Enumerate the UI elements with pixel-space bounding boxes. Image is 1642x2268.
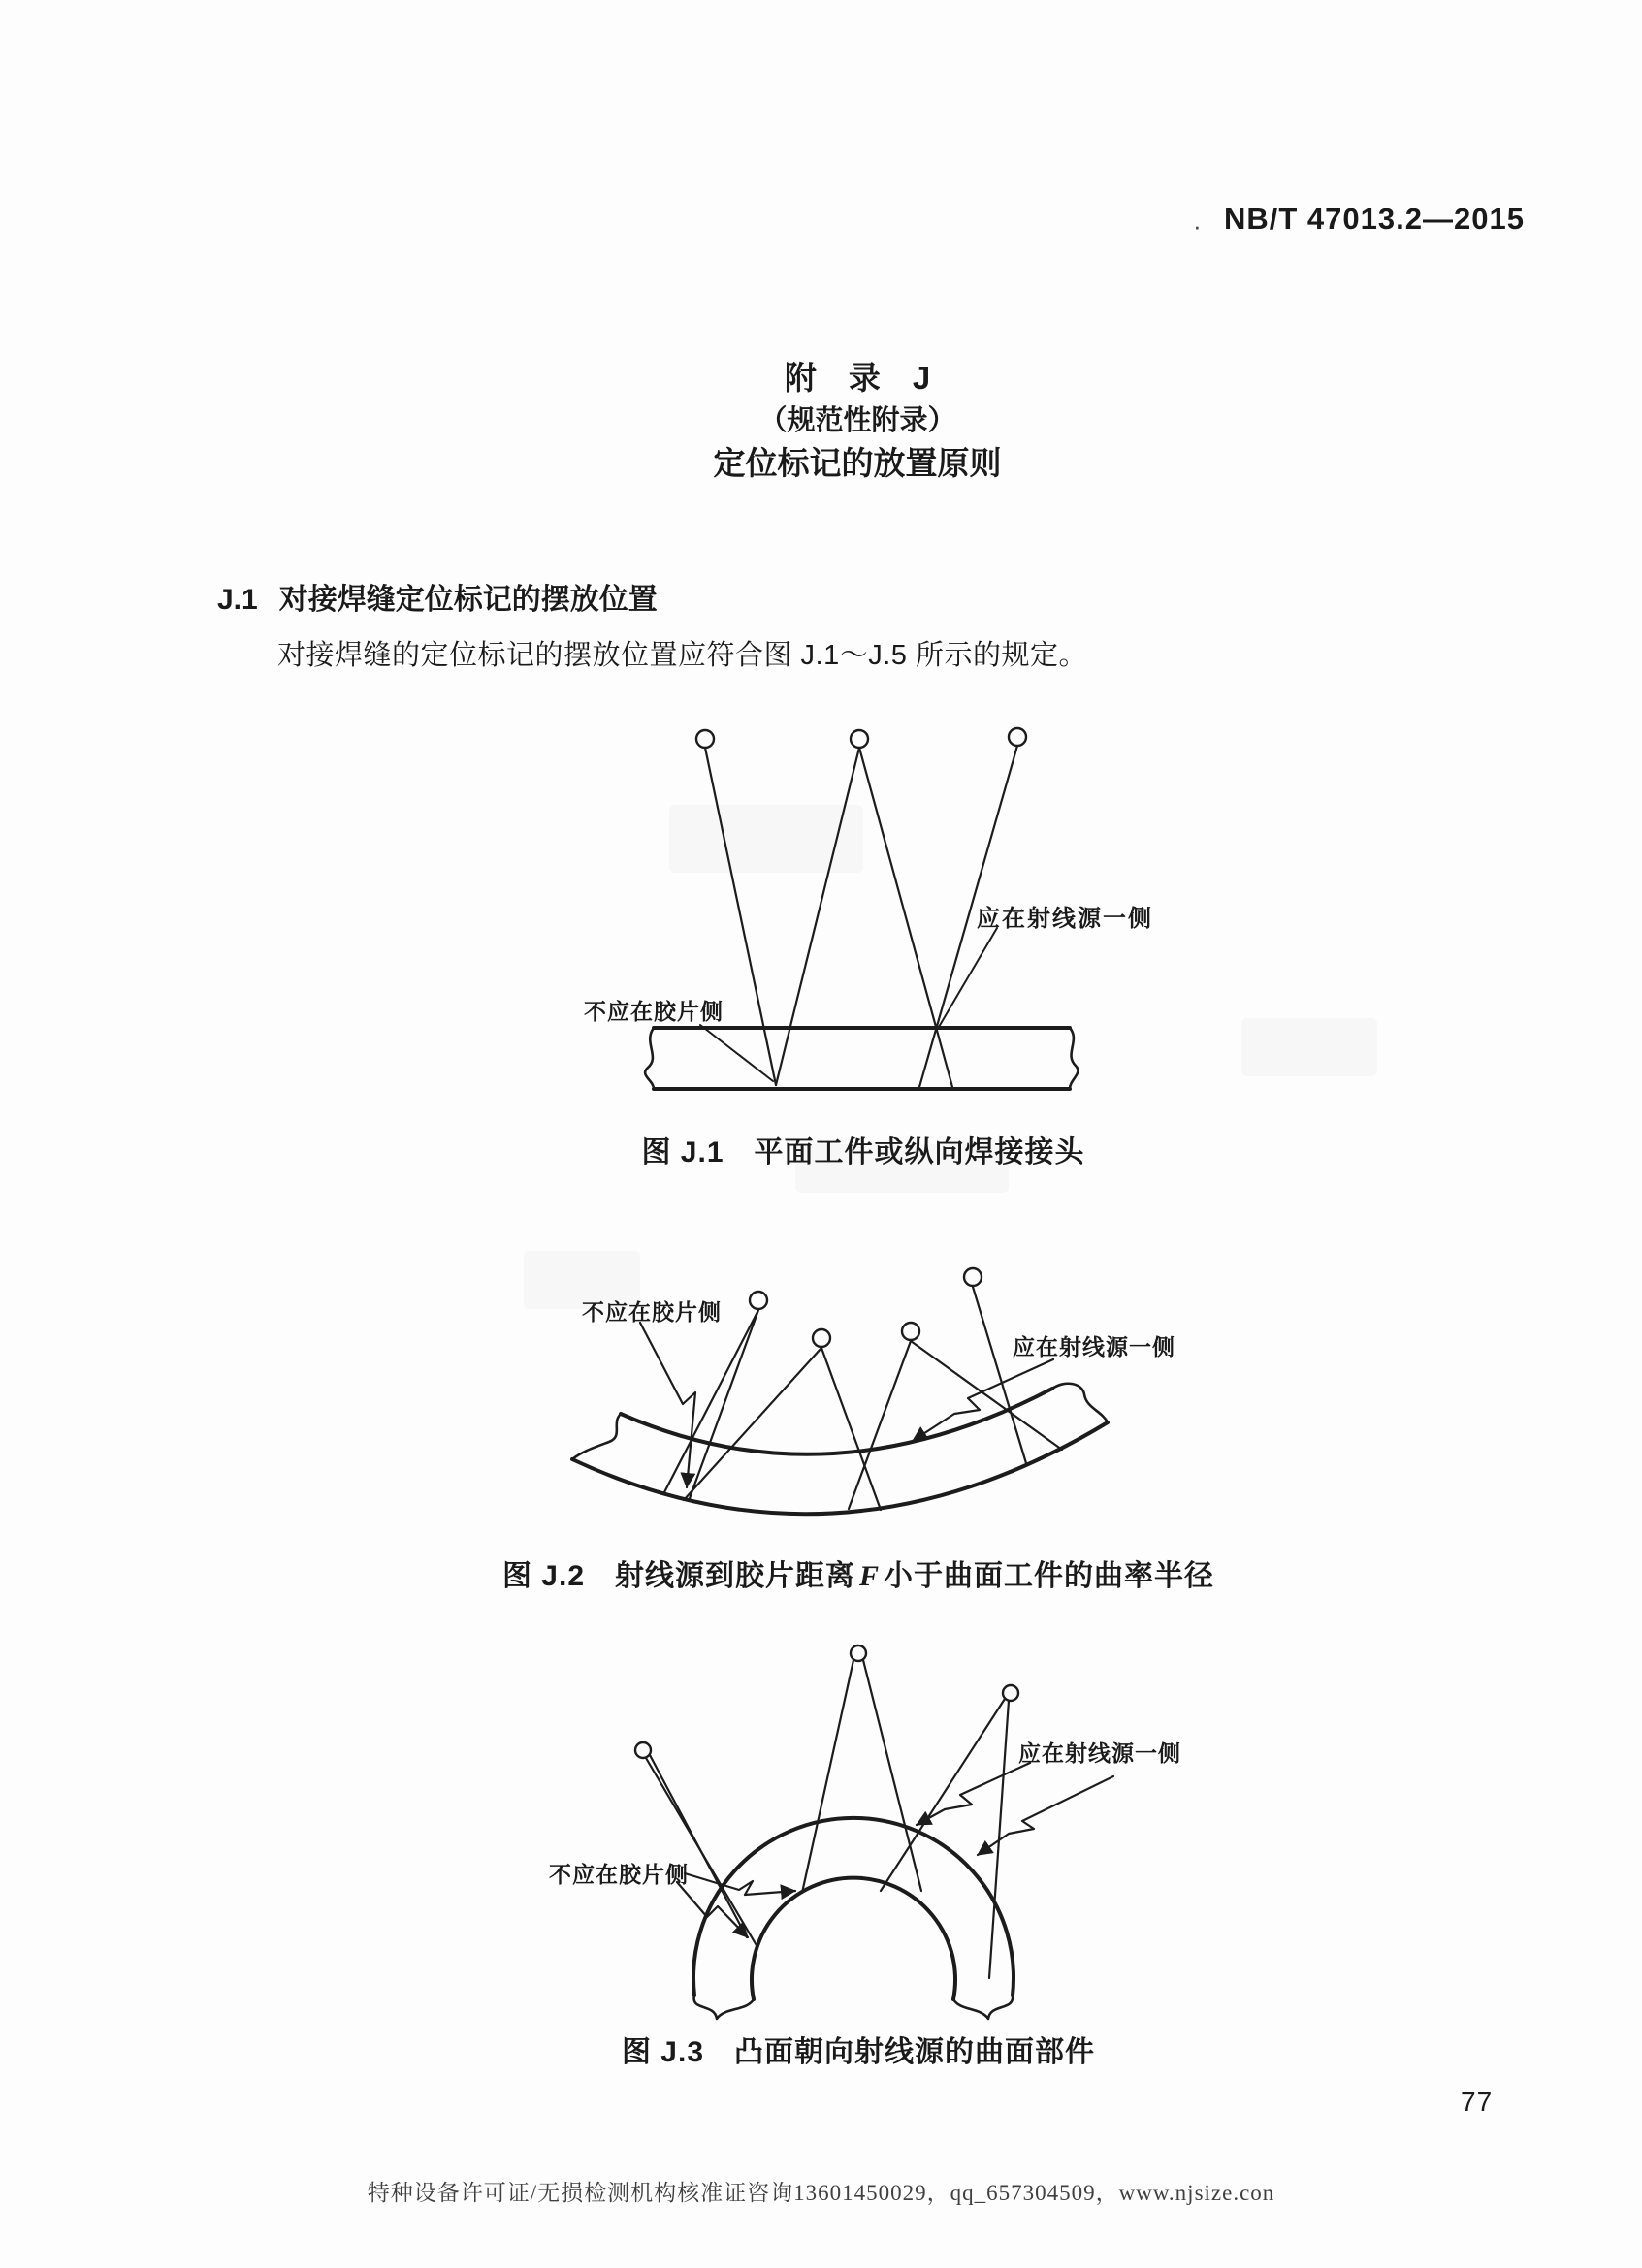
fig3-caption: 图 J.3 凸面朝向射线源的曲面部件 [621,2036,1096,2068]
page-number: 77 [1461,2087,1494,2117]
scan-artifact [1241,1018,1377,1076]
fig3-source-side-label: 应在射线源一侧 [1018,1741,1181,1766]
body-paragraph: 对接焊缝的定位标记的摆放位置应符合图 J.1～J.5 所示的规定。 [277,640,1087,671]
section-number: J.1 [217,584,258,616]
fig1-film-side-label: 不应在胶片侧 [584,999,724,1024]
fig1-caption: 图 J.1 平面工件或纵向焊接接头 [641,1136,1085,1168]
footer-watermark: 特种设备许可证/无损检测机构核准证咨询13601450029，qq_657304509，www.njsize.con [367,2181,1275,2205]
fig2-film-side-label: 不应在胶片侧 [582,1299,722,1325]
figure-j3-diagram [524,1639,1183,2027]
appendix-heading: 定位标记的放置原则 [713,445,1002,481]
radiation-source-icons [750,1268,982,1347]
dome-break-edges [694,1996,1014,2019]
leader-lines [700,928,997,1081]
fig2-caption-variable: F [859,1560,881,1592]
curved-workpiece [572,1389,1108,1514]
plate-break-edges [645,1028,1078,1089]
radiation-source-icons [635,1645,1018,1758]
fig3-film-side-label: 不应在胶片侧 [549,1862,689,1887]
ray-lines [705,746,1017,1087]
section-heading [217,575,658,618]
fig2-source-side-label: 应在射线源一侧 [1013,1334,1175,1359]
plate-break-edges [572,1384,1108,1459]
radiation-source-icons [696,728,1026,748]
header-dot: · [1193,211,1202,240]
dome-workpiece [693,1818,1014,1999]
section-title: 对接焊缝定位标记的摆放位置 [278,584,658,616]
appendix-title: 附 录 J [784,360,931,396]
fig2-caption [407,1551,1309,1594]
fig1-source-side-label: 应在射线源一侧 [977,906,1153,932]
appendix-subtitle: （规范性附录） [758,405,956,436]
fig2-caption-suffix: 小于曲面工件的曲率半径 [884,1560,1215,1592]
standard-code: NB/T 47013.2—2015 [1224,202,1525,236]
fig2-caption-prefix: 图 J.2 射线源到胶片距离 [501,1560,856,1592]
appendix-title-block [518,357,1197,485]
